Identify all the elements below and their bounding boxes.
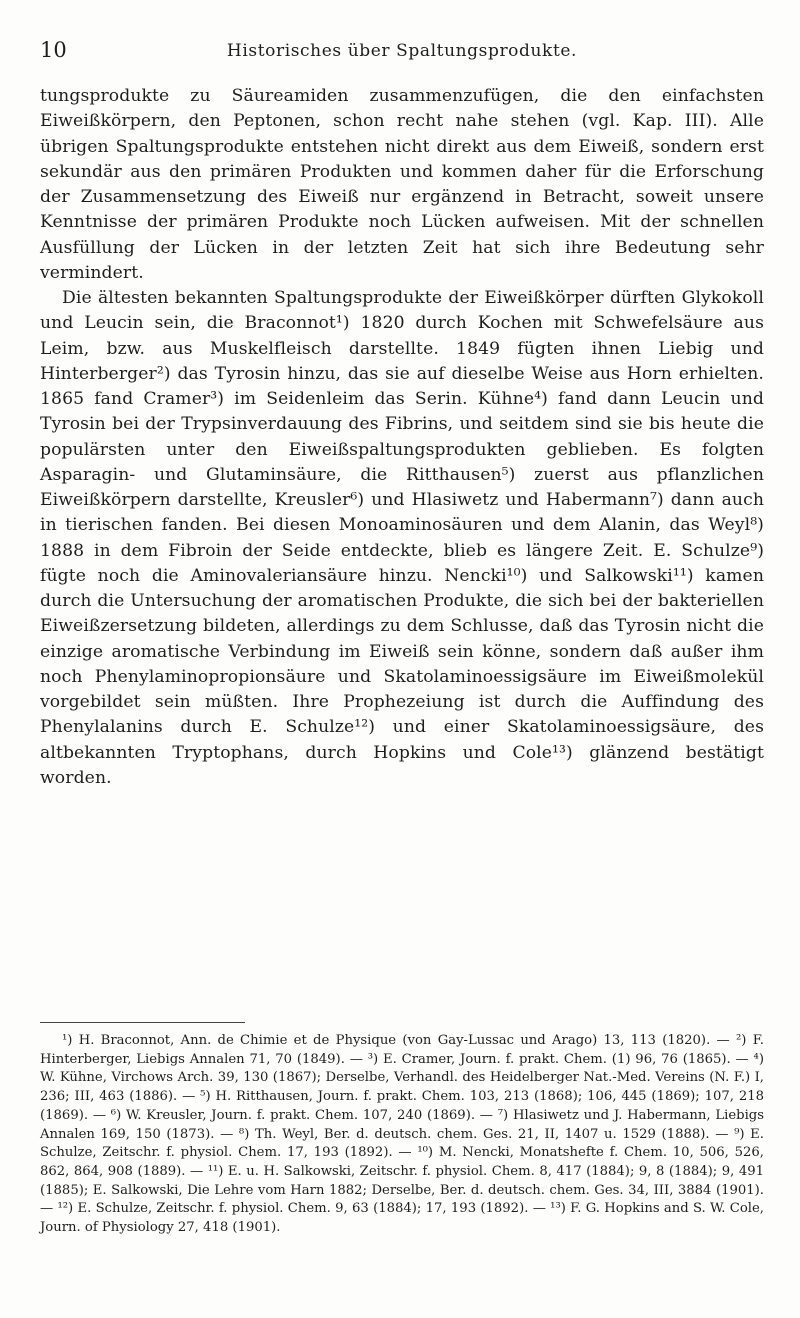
page-number: 10	[40, 38, 67, 62]
body-paragraph: tungsprodukte zu Säureamiden zusammenzufügen, die den einfachsten Eiweißkörpern, den Peptonen, schon recht nahe stehen (vgl. Kap. III). Alle übrigen Spaltungsprodukte entstehen nicht direkt aus dem Eiweiß, sondern erst sekundär aus den primären Produkten und kommen daher für die Erforschung der Zusammensetzung des Eiweiß nur ergänzend in Betracht, soweit unsere Kenntnisse der primären Produkte noch Lücken aufweisen. Mit der schnellen Ausfüllung der Lücken in der letzten Zeit hat sich ihre Bedeutung sehr vermindert.	[40, 86, 764, 283]
footnote-divider	[40, 1022, 245, 1023]
page-header	[40, 38, 764, 68]
running-title: Historisches über Spaltungsprodukte.	[226, 41, 578, 61]
footnotes	[40, 1032, 764, 1238]
body-paragraph: Die ältesten bekannten Spaltungsprodukte der Eiweißkörper dürften Glykokoll und Leucin sein, die Braconnot¹) 1820 durch Kochen mit Schwefelsäure aus Leim, bzw. aus Muskelfleisch darstellte. 1849 fügten ihnen Liebig und Hinterberger²) das Tyrosin hinzu, das sie auf dieselbe Weise aus Horn erhielten. 1865 fand Cramer³) im Seidenleim das Serin. Kühne⁴) fand dann Leucin und Tyrosin bei der Trypsinverdauung des Fibrins, und seitdem sind sie bis heute die populärsten unter den Eiweißspaltungsprodukten geblieben. Es folgten Asparagin- und Glutaminsäure, die Ritthausen⁵) zuerst aus pflanzlichen Eiweißkörpern darstellte, Kreusler⁶) und Hlasiwetz und Habermann⁷) dann auch in tierischen fanden. Bei diesen Monoaminosäuren und dem Alanin, das Weyl⁸) 1888 in dem Fibroin der Seide entdeckte, blieb es längere Zeit. E. Schulze⁹) fügte noch die Aminovaleriansäure hinzu. Nencki¹⁰) und Salkowski¹¹) kamen durch die Untersuchung der aromatischen Produkte, die sich bei der bakteriellen Eiweißzersetzung bildeten, allerdings zu dem Schlusse, daß das Tyrosin nicht die einzige aromatische Verbindung im Eiweiß sein könne, sondern daß außer ihm noch Phenylaminopropionsäure und Skatolaminoessigsäure im Eiweißmolekül vorgebildet sein müßten. Ihre Prophezeiung ist durch die Auffindung des Phenylalanins durch E. Schulze¹²) und einer Skatolaminoessigsäure, des altbekannten Tryptophans, durch Hopkins und Cole¹³) glänzend bestätigt worden.	[40, 288, 764, 788]
footnote-block: ¹) H. Braconnot, Ann. de Chimie et de Physique (von Gay-Lussac und Arago) 13, 113 (1820). — ²) F. Hinterberger, Liebigs Annalen 71, 70 (1849). — ³) E. Cramer, Journ. f. prakt. Chem. (1) 96, 76 (1865). — ⁴) W. Kühne, Virchows Arch. 39, 130 (1867); Derselbe, Verhandl. des Heidelberger Nat.-Med. Vereins (N. F.) I, 236; III, 463 (1886). — ⁵) H. Ritthausen, Journ. f. prakt. Chem. 103, 213 (1868); 106, 445 (1869); 107, 218 (1869). — ⁶) W. Kreusler, Journ. f. prakt. Chem. 107, 240 (1869). — ⁷) Hlasiwetz und J. Habermann, Liebigs Annalen 169, 150 (1873). — ⁸) Th. Weyl, Ber. d. deutsch. chem. Ges. 21, II, 1407 u. 1529 (1888). — ⁹) E. Schulze, Zeitschr. f. physiol. Chem. 17, 193 (1892). — ¹⁰) M. Nencki, Monatshefte f. Chem. 10, 506, 526, 862, 864, 908 (1889). — ¹¹) E. u. H. Salkowski, Zeitschr. f. physiol. Chem. 8, 417 (1884); 9, 8 (1884); 9, 491 (1885); E. Salkowski, Die Lehre vom Harn 1882; Derselbe, Ber. d. deutsch. chem. Ges. 34, III, 3884 (1901). — ¹²) E. Schulze, Zeitschr. f. physiol. Chem. 9, 63 (1884); 17, 193 (1892). — ¹³) F. G. Hopkins and S. W. Cole, Journ. of Physiology 27, 418 (1901).	[40, 1033, 764, 1236]
main-text	[40, 84, 764, 791]
